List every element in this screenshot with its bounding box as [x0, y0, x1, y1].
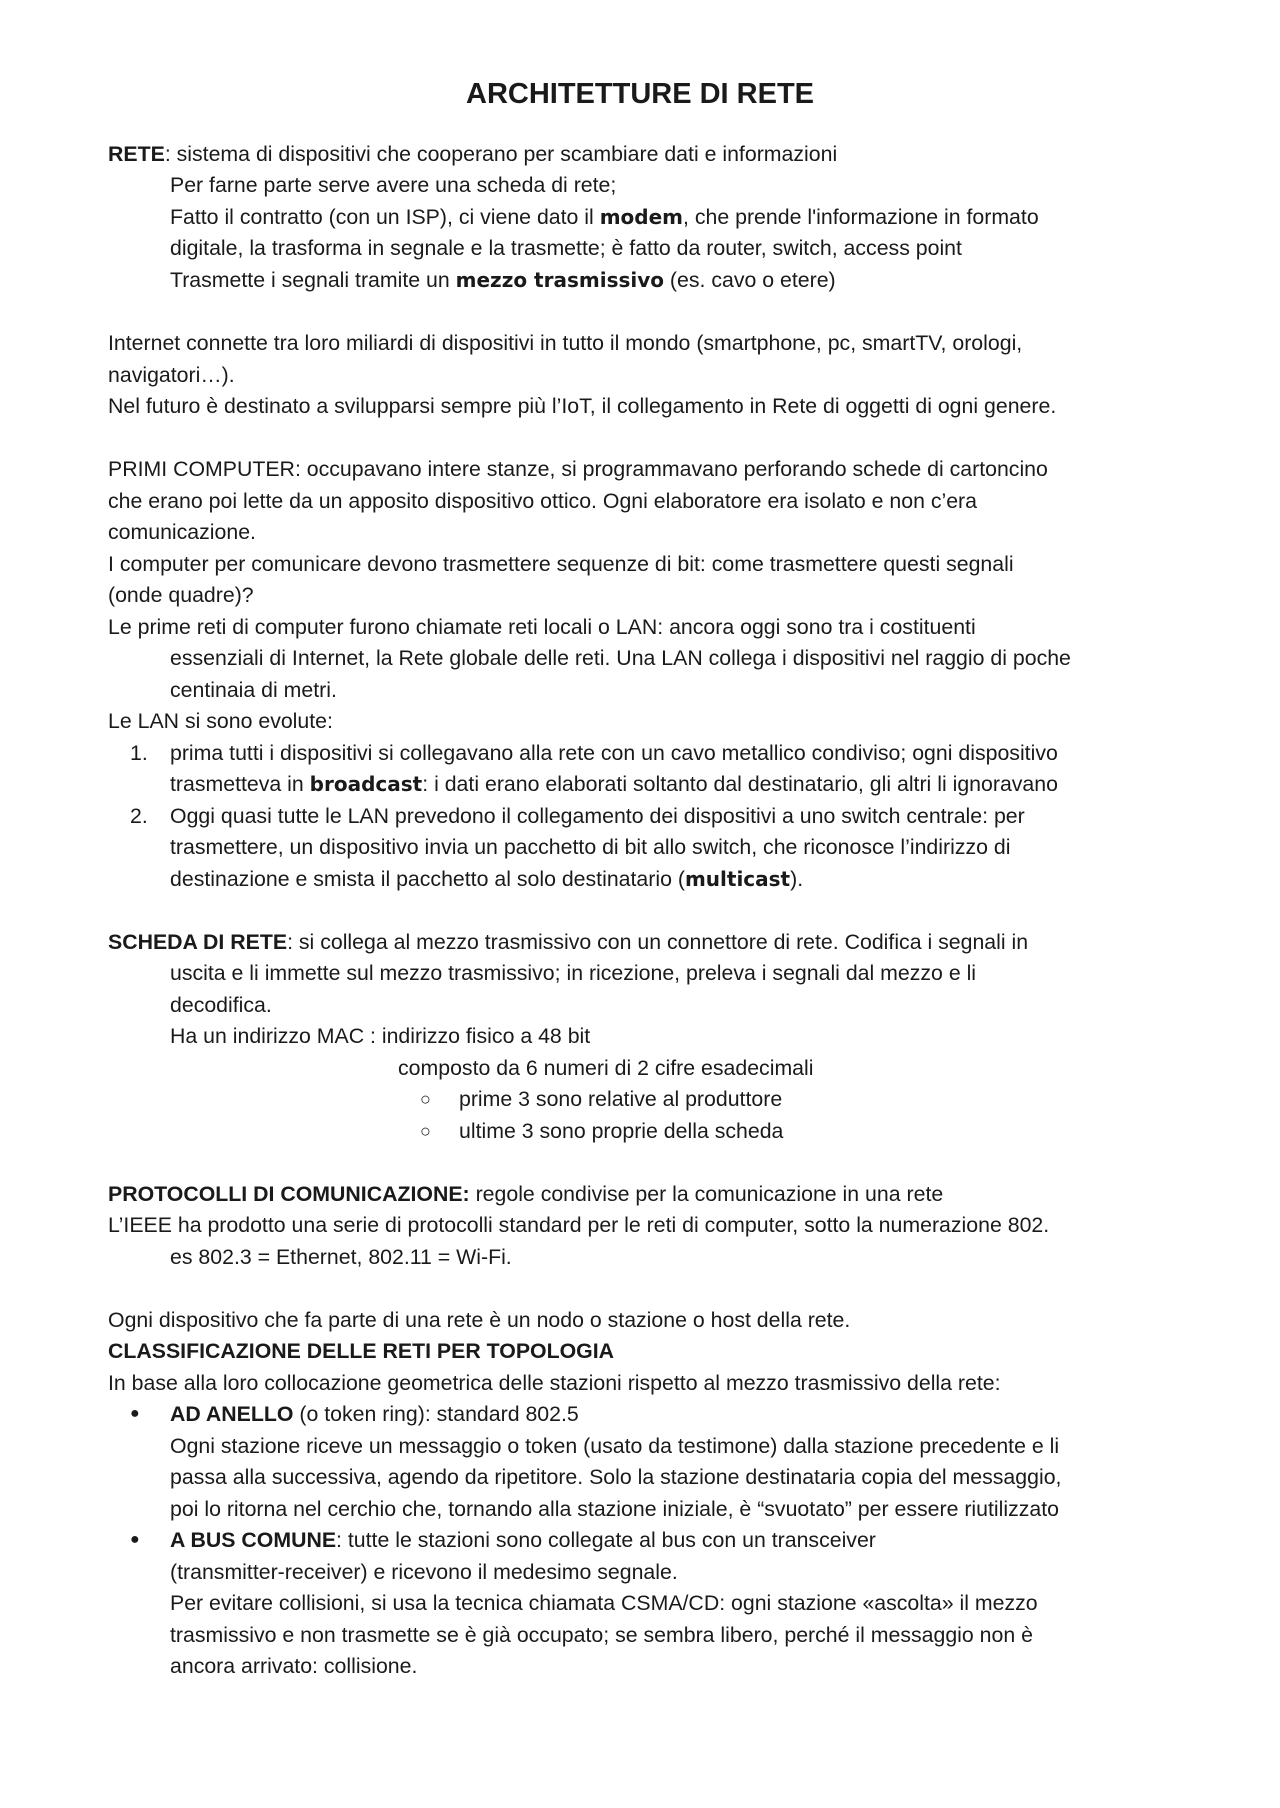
- primi-line: centinaia di metri.: [170, 678, 337, 702]
- bus-term: A BUS COMUNE: [170, 1528, 337, 1552]
- rete-line: digitale, la trasforma in segnale e la trasmette; è fatto da router, switch, access point: [170, 236, 962, 260]
- multicast-term: multicast: [684, 867, 791, 891]
- scheda-line: decodifica.: [170, 993, 272, 1017]
- bullet-icon: ●: [130, 1405, 140, 1422]
- rete-line: Per farne parte serve avere una scheda di rete;: [170, 173, 617, 197]
- list-item-line: trasmettere, un dispositivo invia un pacchetto di bit allo switch, che riconosce l’indirizzo di: [170, 835, 1011, 859]
- list-item-line: destinazione e smista il pacchetto al solo destinatario (multicast).: [170, 867, 804, 891]
- topology-line: poi lo ritorna nel cerchio che, tornando alla stazione iniziale, è “svuotato” per essere riutilizzato: [170, 1497, 1060, 1521]
- primi-line: (onde quadre)?: [108, 583, 254, 607]
- rete-term: RETE: [108, 142, 165, 166]
- anello-term: AD ANELLO: [170, 1402, 294, 1426]
- rete-definition: RETE: sistema di dispositivi che cooperano per scambiare dati e informazioni: [108, 142, 838, 166]
- bullet-icon: ●: [130, 1531, 140, 1548]
- topology-line: passa alla successiva, agendo da ripetitore. Solo la stazione destinataria copia del messaggio,: [170, 1465, 1062, 1489]
- internet-line: Internet connette tra loro miliardi di dispositivi in tutto il mondo (smartphone, pc, smartTV, orologi,: [108, 331, 1023, 355]
- protocolli-line: es 802.3 = Ethernet, 802.11 = Wi-Fi.: [170, 1245, 512, 1269]
- modem-term: modem: [599, 205, 684, 229]
- list-item-line: Oggi quasi tutte le LAN prevedono il collegamento dei dispositivi a uno switch centrale: per: [170, 804, 1025, 828]
- topology-line: Per evitare collisioni, si usa la tecnica chiamata CSMA/CD: ogni stazione «ascolta» il mezzo: [170, 1591, 1038, 1615]
- list-number: 1.: [130, 741, 148, 765]
- list-item-line: trasmetteva in broadcast: i dati erano elaborati soltanto dal destinatario, gli altri li ignoravano: [170, 772, 1058, 796]
- section-heading: CLASSIFICAZIONE DELLE RETI PER TOPOLOGIA: [108, 1339, 615, 1363]
- rete-line: Trasmette i segnali tramite un mezzo trasmissivo (es. cavo o etere): [170, 268, 836, 292]
- topology-line: trasmissivo e non trasmette se è già occupato; se sembra libero, perché il messaggio non è: [170, 1623, 1033, 1647]
- internet-line: navigatori…).: [108, 363, 235, 387]
- page-title: ARCHITETTURE DI RETE: [466, 78, 814, 110]
- hollow-bullet-icon: ○: [420, 1121, 431, 1141]
- topology-line: Ogni stazione riceve un messaggio o token (usato da testimone) dalla stazione precedente e li: [170, 1434, 1060, 1458]
- list-item-line: prima tutti i dispositivi si collegavano alla rete con un cavo metallico condiviso; ogni dispositivo: [170, 741, 1058, 765]
- scheda-term: SCHEDA DI RETE: [108, 930, 288, 954]
- primi-line: I computer per comunicare devono trasmettere sequenze di bit: come trasmettere questi segnali: [108, 552, 1014, 576]
- protocolli-line: L’IEEE ha prodotto una serie di protocolli standard per le reti di computer, sotto la numerazione 802.: [108, 1213, 1050, 1237]
- scheda-line: uscita e li immette sul mezzo trasmissivo; in ricezione, preleva i segnali dal mezzo e li: [170, 961, 977, 985]
- internet-line: Nel futuro è destinato a svilupparsi sempre più l’IoT, il collegamento in Rete di oggetti di ogni genere.: [108, 394, 1057, 418]
- topologia-line: Ogni dispositivo che fa parte di una rete è un nodo o stazione o host della rete.: [108, 1308, 851, 1332]
- protocolli-line: PROTOCOLLI DI COMUNICAZIONE: regole condivise per la comunicazione in una rete: [108, 1182, 944, 1206]
- primi-line: essenziali di Internet, la Rete globale delle reti. Una LAN collega i dispositivi nel raggio di poche: [170, 646, 1071, 670]
- topology-line: ancora arrivato: collisione.: [170, 1654, 418, 1678]
- topology-item: A BUS COMUNE: tutte le stazioni sono collegate al bus con un transceiver: [170, 1528, 876, 1552]
- list-number: 2.: [130, 804, 148, 828]
- primi-line: comunicazione.: [108, 520, 256, 544]
- broadcast-term: broadcast: [309, 772, 423, 796]
- topology-line: (transmitter-receiver) e ricevono il medesimo segnale.: [170, 1560, 678, 1584]
- mezzo-trasmissivo-term: mezzo trasmissivo: [455, 268, 665, 292]
- scheda-bullet-item: ultime 3 sono proprie della scheda: [459, 1119, 784, 1143]
- primi-line: Le LAN si sono evolute:: [108, 709, 333, 733]
- scheda-line: composto da 6 numeri di 2 cifre esadecimali: [398, 1056, 814, 1080]
- primi-line: che erano poi lette da un apposito dispositivo ottico. Ogni elaboratore era isolato e non c’era: [108, 489, 977, 513]
- protocolli-term: PROTOCOLLI DI COMUNICAZIONE:: [108, 1182, 470, 1206]
- hollow-bullet-icon: ○: [420, 1089, 431, 1109]
- topologia-line: In base alla loro collocazione geometrica delle stazioni rispetto al mezzo trasmissivo della rete:: [108, 1371, 1001, 1395]
- scheda-line: Ha un indirizzo MAC : indirizzo fisico a 48 bit: [170, 1024, 591, 1048]
- topology-item: AD ANELLO (o token ring): standard 802.5: [170, 1402, 579, 1426]
- scheda-line: SCHEDA DI RETE: si collega al mezzo trasmissivo con un connettore di rete. Codifica i segnali in: [108, 930, 1029, 954]
- rete-line: Fatto il contratto (con un ISP), ci viene dato il modem, che prende l'informazione in formato: [170, 205, 1039, 229]
- primi-line: PRIMI COMPUTER: occupavano intere stanze, si programmavano perforando schede di cartoncino: [108, 457, 1048, 481]
- primi-line: Le prime reti di computer furono chiamate reti locali o LAN: ancora oggi sono tra i costituenti: [108, 615, 976, 639]
- scheda-bullet-item: prime 3 sono relative al produttore: [459, 1087, 783, 1111]
